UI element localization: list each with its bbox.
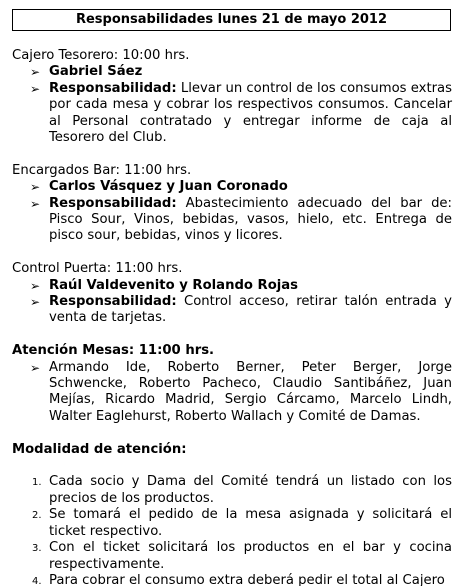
list-item-responsibility [12, 196, 452, 245]
responsibility-text: Llevar un control de los consumos extras por cada mesa y cobrar los respectivos consumos. Cancelar al Personal contratado y entregar informe de caja al Tesorero del Club. [49, 80, 452, 146]
arrow-bullet-icon: ➢ [30, 278, 41, 293]
list-item-step [12, 507, 452, 540]
step-text: Para cobrar el consumo extra deberá pedir el total al Cajero [49, 572, 445, 586]
list-item-step [12, 540, 452, 573]
section-heading: Encargados Bar: 11:00 hrs. [12, 162, 192, 178]
item-list [12, 360, 452, 426]
arrow-bullet-icon: ➢ [30, 196, 41, 211]
responsibility-label: Responsabilidad: [49, 195, 177, 211]
arrow-bullet-icon: ➢ [30, 65, 41, 80]
step-text: Cada socio y Dama del Comité tendrá un listado con los precios de los productos. [49, 474, 452, 506]
responsibility-label: Responsabilidad: [49, 294, 177, 310]
item-list [12, 278, 452, 327]
person-name: Carlos Vásquez y Juan Coronado [49, 179, 288, 195]
step-text: Con el ticket solicitará los productos en el bar y cocina respectivamente. [49, 540, 452, 572]
section-control-puerta [12, 261, 452, 327]
responsibility-text: Control acceso, retirar talón entrada y venta de tarjetas. [49, 294, 452, 326]
section-encargados-bar [12, 163, 452, 245]
document-title: Responsabilidades lunes 21 de mayo 2012 [12, 9, 451, 31]
arrow-bullet-icon: ➢ [30, 295, 41, 310]
list-item-person [12, 64, 452, 80]
item-list [12, 179, 452, 245]
person-name: Gabriel Sáez [49, 64, 143, 80]
list-item-person [12, 179, 452, 195]
step-text: Se tomará el pedido de la mesa asignada y solicitará el ticket respectivo. [49, 507, 452, 539]
step-number: 1. [32, 477, 42, 489]
modality-heading: Modalidad de atención: [12, 441, 187, 457]
responsibility-text: Abastecimiento adecuado del bar de: Pisco Sour, Vinos, bebidas, vasos, hielo, etc. Entrega de pisco sour, bebidas, vinos y licores. [49, 195, 452, 244]
document-body [12, 48, 452, 586]
item-list [12, 64, 452, 146]
section-heading: Control Puerta: 11:00 hrs. [12, 261, 183, 277]
responsibility-label: Responsabilidad: [49, 80, 177, 96]
list-item-person [12, 278, 452, 294]
person-name: Raúl Valdevenito y Rolando Rojas [49, 277, 299, 293]
list-item-step [12, 474, 452, 507]
modality-steps [12, 474, 452, 586]
section-heading: Cajero Tesorero: 10:00 hrs. [12, 48, 190, 63]
section-atencion-mesas [12, 343, 452, 425]
arrow-bullet-icon: ➢ [30, 81, 41, 96]
list-item-responsibility [12, 81, 452, 147]
arrow-bullet-icon: ➢ [30, 180, 41, 195]
list-item-people [12, 360, 452, 426]
people-names: Armando Ide, Roberto Berner, Peter Berger, Jorge Schwencke, Roberto Pacheco, Claudio Santibáñez, Juan Mejías, Ricardo Madrid, Sergio Cárcamo, Marcelo Lindh, Walter Eaglehurst, Roberto Wallach y Comité de Damas. [49, 359, 452, 424]
section-cajero-tesorero [12, 48, 452, 146]
step-number: 4. [32, 575, 42, 586]
step-number: 2. [32, 510, 42, 522]
list-item-responsibility [12, 294, 452, 327]
arrow-bullet-icon: ➢ [30, 360, 41, 375]
list-item-step [12, 573, 452, 586]
section-heading: Atención Mesas: 11:00 hrs. [12, 343, 215, 359]
step-number: 3. [32, 543, 42, 555]
